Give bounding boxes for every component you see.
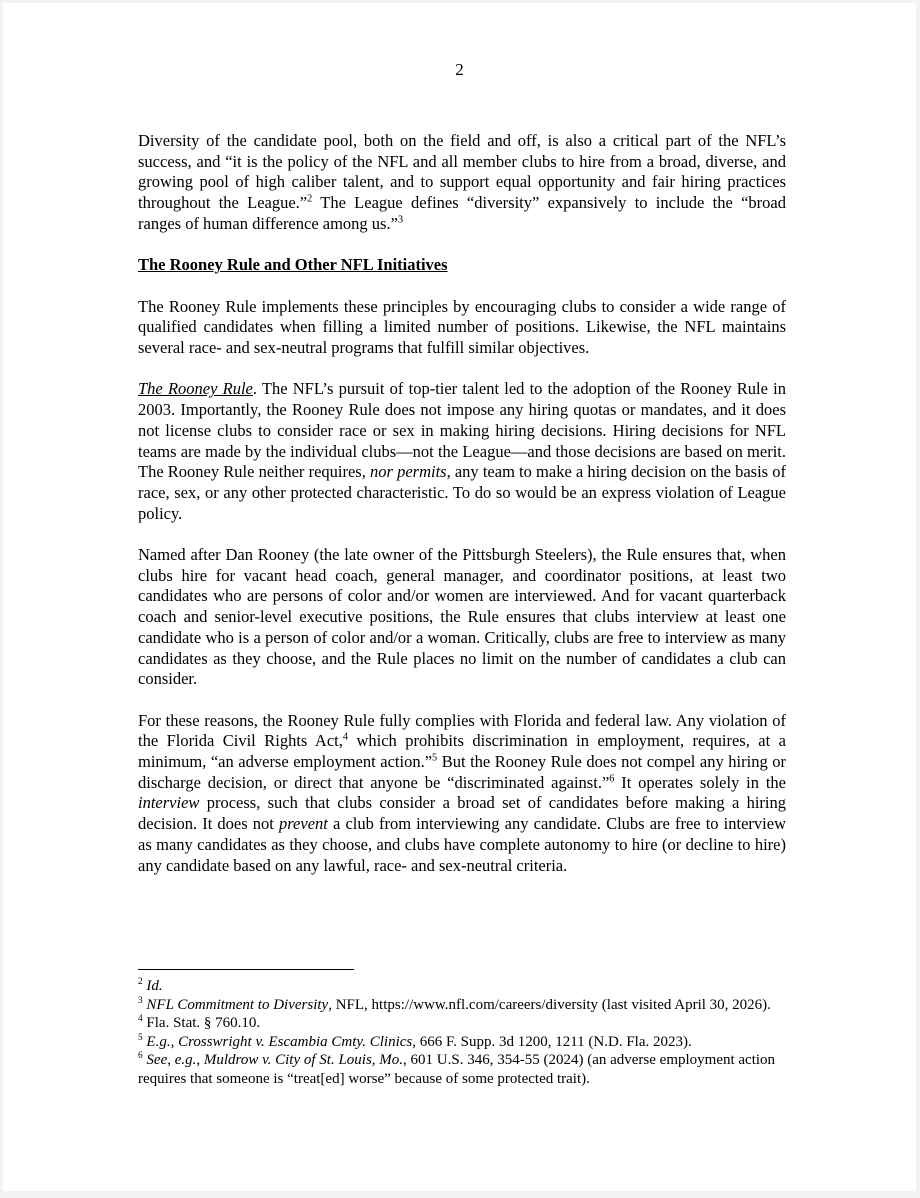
paragraph-rooney-rule	[138, 379, 786, 524]
footnote-number: 2	[138, 977, 143, 987]
footnote-text: , 601 U.S. 346, 354-55 (2024) (an adverse employment action requires that someone is “treat[ed] worse” because of some protected trait).	[138, 1052, 776, 1087]
emphasis-text: nor permits	[370, 462, 447, 482]
page-number: 2	[455, 60, 464, 79]
footnote-ref-4[interactable]: 4	[342, 731, 348, 743]
footnote-5	[138, 1033, 786, 1052]
emphasis-text: prevent	[279, 814, 328, 834]
paragraph-text: process, such that clubs consider a broad set of candidates before making a hiring decision. It does not	[138, 793, 786, 834]
footnote-citation: See, e.g., Muldrow v. City of St. Louis, Mo.	[146, 1052, 404, 1069]
paragraph-diversity	[138, 131, 786, 235]
footnote-citation: Id.	[146, 978, 163, 994]
paragraph-text: Diversity of the candidate pool, both on the field and off, is also a critical part of the NFL’s success, and “it is the policy of the NFL and all member clubs to hire from a broad, diverse, and growing pool of high caliber talent, and to support equal opportunity and fair hiring practices throughout the League.”	[138, 131, 786, 213]
paragraph-compliance	[138, 711, 786, 877]
footnote-text: , NFL, https://www.nfl.com/careers/diversity (last visited April 30, 2026).	[328, 996, 771, 1013]
footnote-ref-3[interactable]: 3	[397, 214, 404, 226]
footnote-citation: E.g., Crosswright v. Escambia Cmty. Clinics	[146, 1033, 413, 1050]
footnote-ref-5[interactable]: 5	[432, 752, 438, 764]
footnote-4	[138, 1014, 786, 1033]
paragraph-text: . The NFL’s pursuit of top-tier talent led to the adoption of the Rooney Rule in 2003. Importantly, the Rooney Rule does not impose any hiring quotas or mandates, and it does not license clubs to consider race or sex in making hiring decisions. Hiring decisions for NFL teams are made by the individual clubs—not the League—and those decisions are based on merit. The Rooney Rule neither requires,	[138, 379, 786, 482]
footnotes	[138, 977, 786, 1089]
footnote-divider	[138, 969, 354, 970]
paragraph-text: For these reasons, the Rooney Rule fully complies with Florida and federal law. Any violation of the Florida Civil Rights Act,	[138, 710, 786, 751]
footnote-number: 3	[138, 995, 143, 1006]
paragraph-text: It operates solely in the	[614, 772, 786, 792]
footnote-ref-6[interactable]: 6	[609, 773, 615, 785]
subheading-rooney-rule: The Rooney Rule	[138, 379, 253, 399]
paragraph-principles: The Rooney Rule implements these principles by encouraging clubs to consider a wide range of qualified candidates when filling a limited number of positions. Likewise, the NFL maintains several race- and sex-neutral programs that fulfill similar objectives.	[138, 296, 786, 357]
paragraph-text: But the Rooney Rule does not compel any hiring or discharge decision, or direct that anyone be “discriminated against.”	[138, 752, 786, 792]
document-body	[138, 131, 786, 897]
footnote-number: 4	[138, 1014, 143, 1025]
document-page	[3, 3, 916, 1191]
footnote-citation: NFL Commitment to Diversity	[146, 996, 329, 1013]
footnote-number: 5	[138, 1032, 143, 1043]
footnote-text: , 666 F. Supp. 3d 1200, 1211 (N.D. Fla. 2023).	[412, 1033, 692, 1050]
emphasis-text: interview	[138, 793, 200, 813]
section-heading: The Rooney Rule and Other NFL Initiatives	[138, 255, 448, 275]
paragraph-text: which prohibits discrimination in employment, requires, at a minimum, “an adverse employment action.”	[138, 731, 786, 772]
footnote-6	[138, 1051, 786, 1088]
paragraph-text: a club from interviewing any candidate. Clubs are free to interview as many candidates as they choose, and clubs have complete autonomy to hire (or decline to hire) any candidate based on any lawful, race- and sex-neutral criteria.	[138, 814, 786, 875]
footnote-3	[138, 996, 786, 1015]
footnote-ref-2[interactable]: 2	[307, 193, 313, 205]
paragraph-text: The League defines “diversity” expansively to include the “broad ranges of human difference among us.”	[138, 193, 786, 233]
paragraph-dan-rooney: Named after Dan Rooney (the late owner of the Pittsburgh Steelers), the Rule ensures that, when clubs hire for vacant head coach, general manager, and coordinator positions, at least two candidates who are persons of color and/or women are interviewed. And for vacant quarterback coach and senior-level executive positions, the Rule ensures that clubs interview at least one candidate who is a person of color and/or a woman. Critically, clubs are free to interview as many candidates as they choose, and the Rule places no limit on the number of candidates a club can consider.	[138, 545, 786, 689]
footnote-text: Fla. Stat. § 760.10.	[146, 1015, 261, 1032]
paragraph-text: , any team to make a hiring decision on the basis of race, sex, or any other protected characteristic. To do so would be an express violation of League policy.	[138, 462, 786, 523]
footnote-number: 6	[138, 1051, 143, 1062]
footnote-2	[138, 977, 786, 996]
